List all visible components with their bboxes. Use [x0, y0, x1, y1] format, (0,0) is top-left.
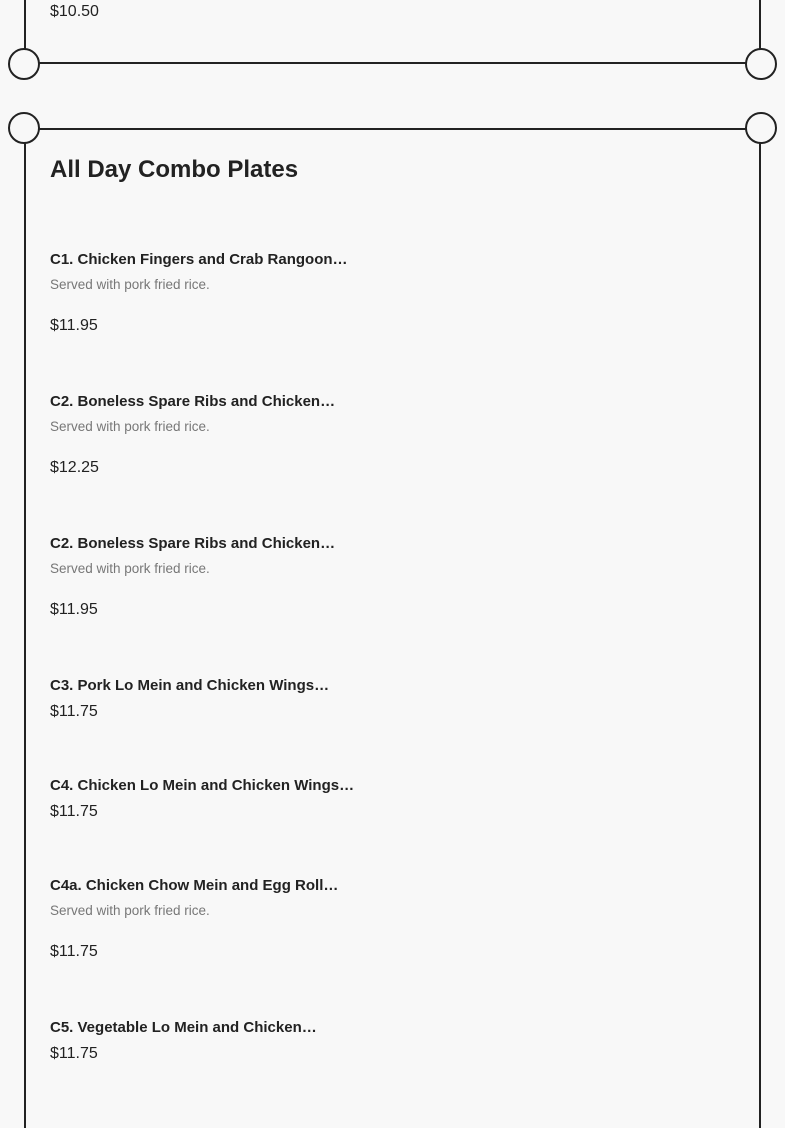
section-title: All Day Combo Plates — [50, 156, 299, 183]
menu-item-price: $11.95 — [50, 317, 98, 334]
card-corner-notch — [8, 48, 40, 80]
menu-item-description: Served with pork fried rice. — [50, 903, 210, 918]
card-corner-notch — [745, 112, 777, 144]
menu-item-name: C2. Boneless Spare Ribs and Chicken… — [50, 393, 336, 410]
menu-item[interactable] — [50, 1018, 650, 1064]
card-corner-notch — [745, 48, 777, 80]
card-corner-notch — [8, 112, 40, 144]
menu-item-name: C2. Boneless Spare Ribs and Chicken… — [50, 535, 336, 552]
combo-plates-section-card — [24, 128, 761, 1128]
menu-item-name: C3. Pork Lo Mein and Chicken Wings… — [50, 677, 330, 694]
menu-item-description: Served with pork fried rice. — [50, 277, 210, 292]
menu-item-price: $11.75 — [50, 943, 98, 960]
menu-item-price: $11.75 — [50, 703, 98, 720]
menu-item-price: $11.75 — [50, 1045, 98, 1062]
menu-item[interactable] — [50, 676, 650, 722]
menu-item[interactable] — [50, 392, 650, 478]
menu-item[interactable] — [50, 250, 650, 336]
menu-item-name: C4a. Chicken Chow Mein and Egg Roll… — [50, 877, 339, 894]
menu-item-price: $11.95 — [50, 601, 98, 618]
menu-item-name: C1. Chicken Fingers and Crab Rangoon… — [50, 251, 348, 268]
menu-item-price: $11.75 — [50, 803, 98, 820]
menu-item[interactable] — [50, 876, 650, 962]
menu-item[interactable] — [50, 534, 650, 620]
menu-item[interactable] — [50, 776, 650, 822]
menu-item-name: C5. Vegetable Lo Mein and Chicken… — [50, 1019, 317, 1036]
previous-menu-section-card — [24, 0, 761, 64]
menu-item-price: $12.25 — [50, 459, 99, 476]
menu-item-description: Served with pork fried rice. — [50, 419, 210, 434]
menu-item-description: Served with pork fried rice. — [50, 561, 210, 576]
previous-item-price: $10.50 — [50, 3, 99, 20]
menu-item-name: C4. Chicken Lo Mein and Chicken Wings… — [50, 777, 355, 794]
